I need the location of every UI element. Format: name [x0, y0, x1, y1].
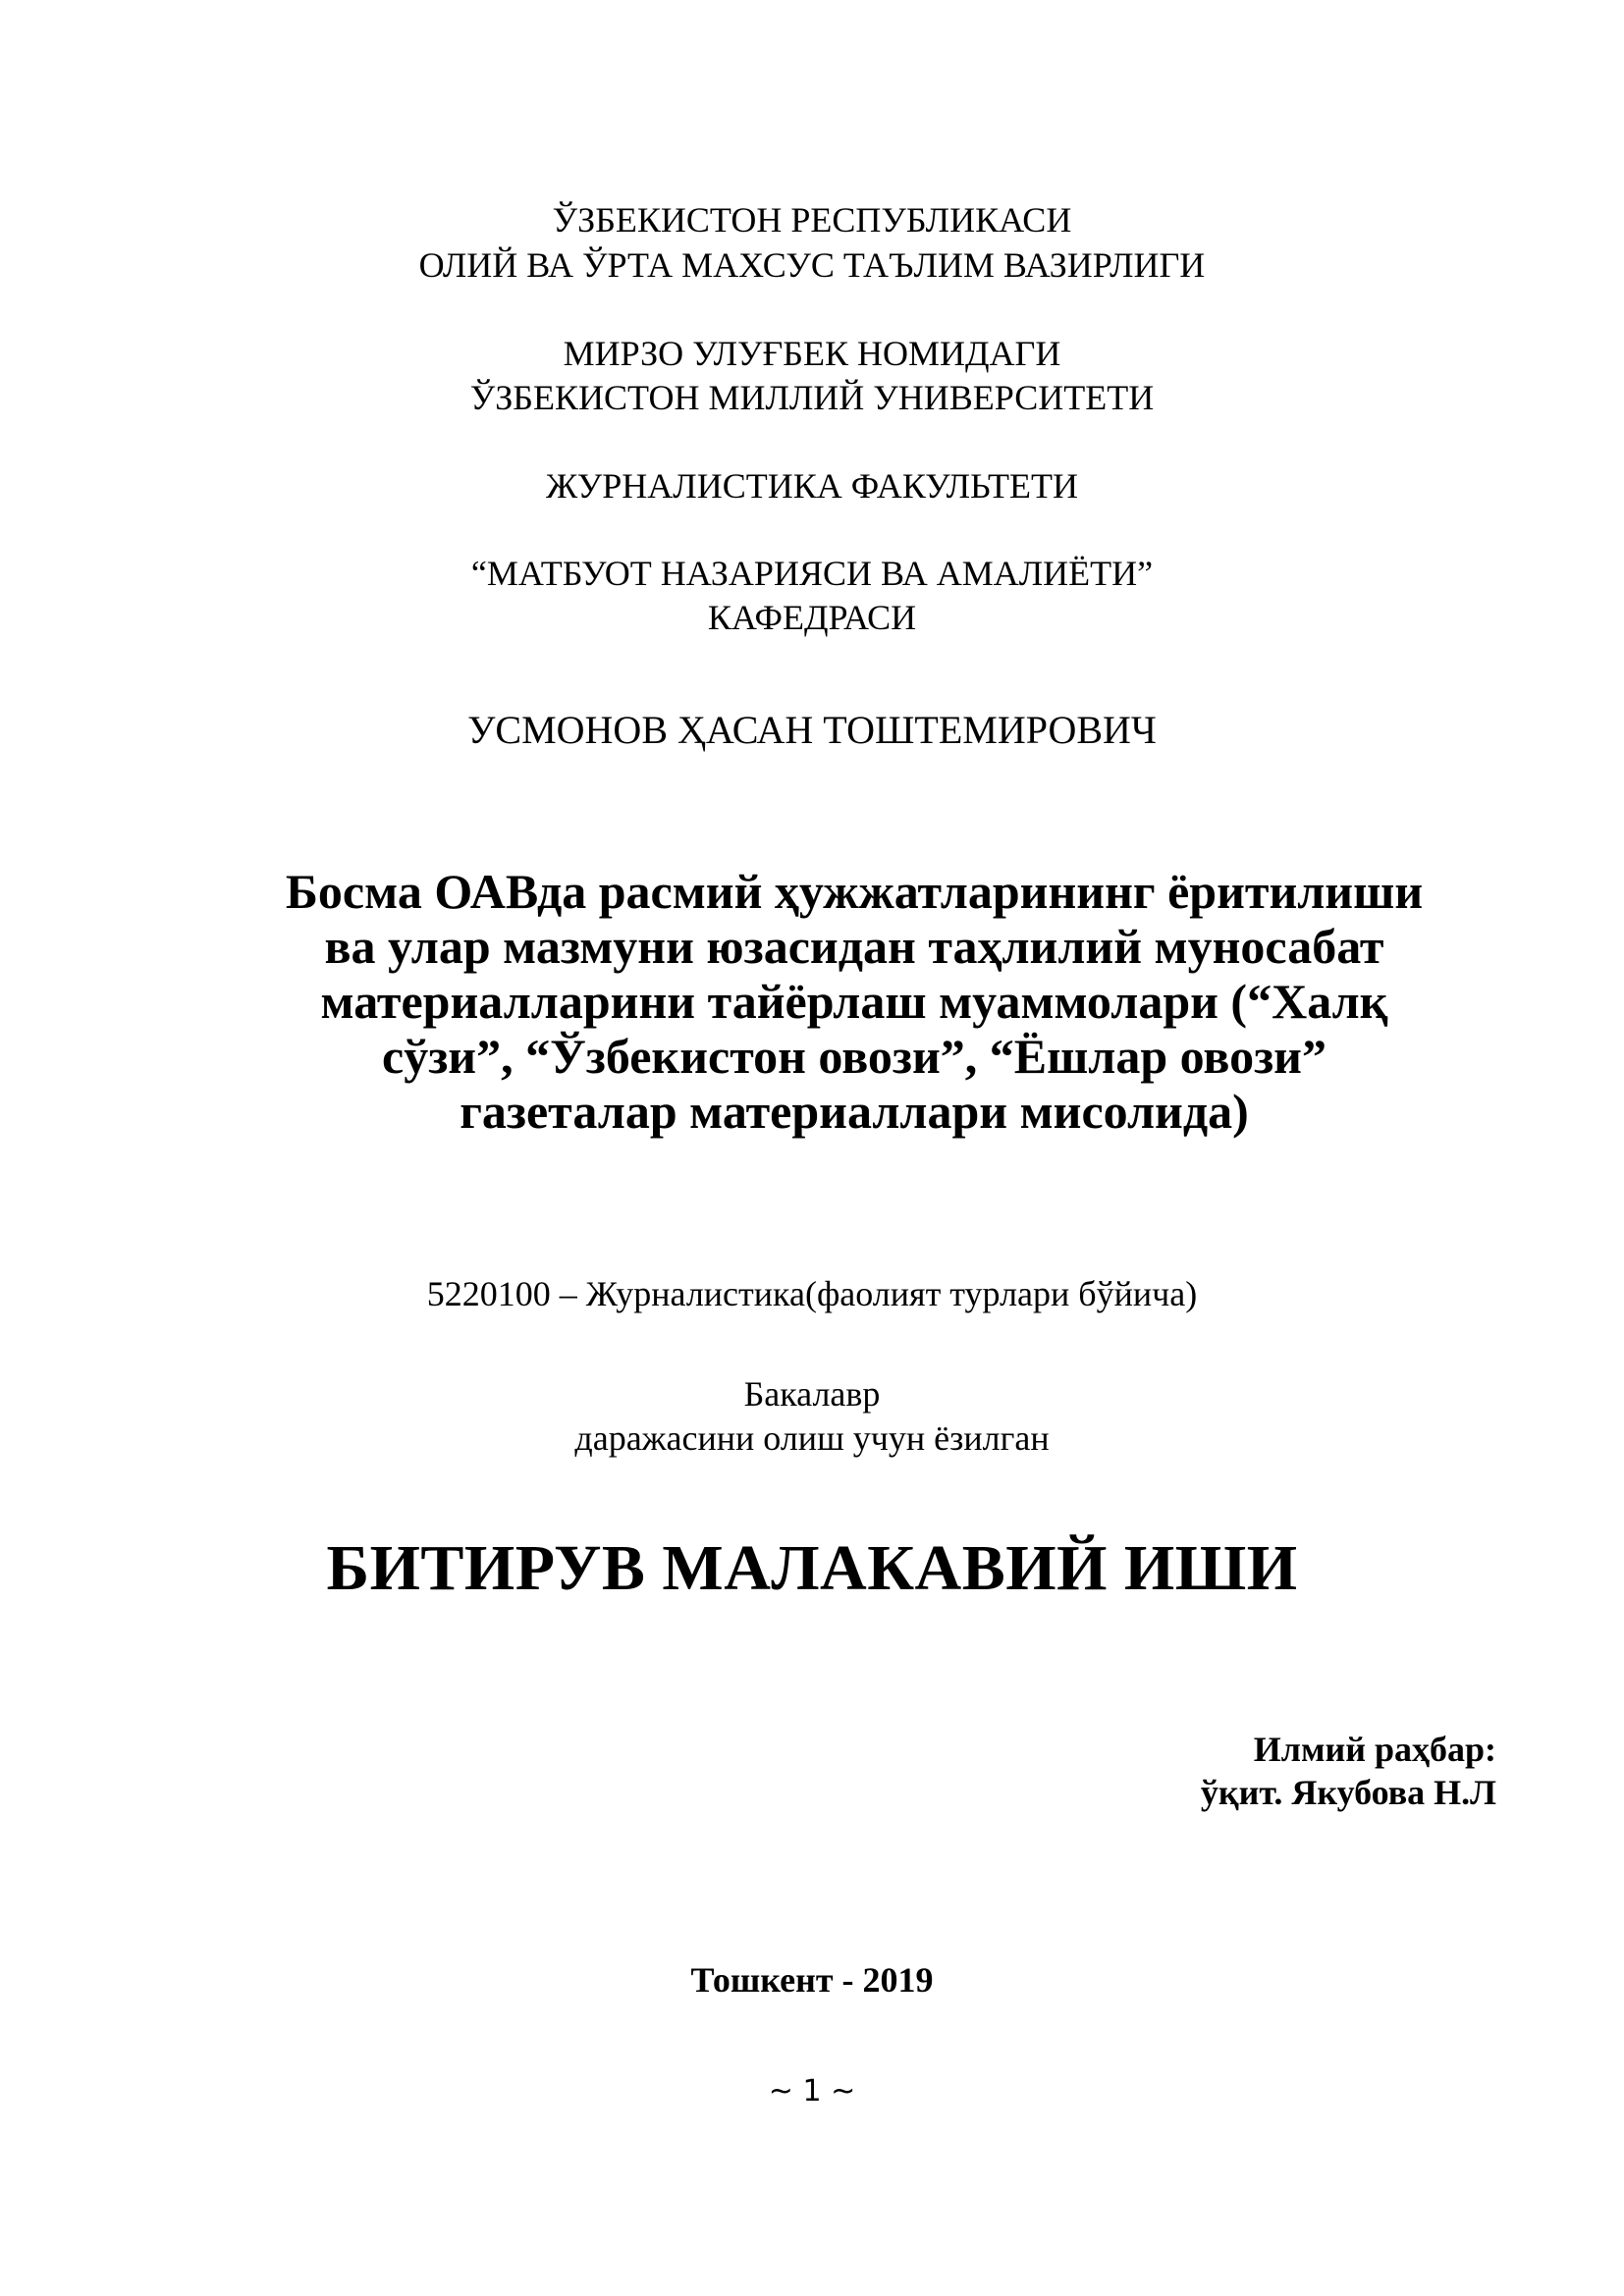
- department-line-2: КАФЕДРАСИ: [707, 598, 917, 637]
- work-type-title: БИТИРУВ МАЛАКАВИЙ ИШИ: [326, 1532, 1298, 1604]
- department-line-1: “МАТБУОТ НАЗАРИЯСИ ВА АМАЛИЁТИ”: [470, 554, 1154, 593]
- university-line-1: МИРЗО УЛУҒБЕК НОМИДАГИ: [563, 334, 1061, 373]
- thesis-title-line: сўзи”, “Ўзбекистон овози”, “Ёшлар овози”: [382, 1029, 1326, 1084]
- ministry-line-2: ОЛИЙ ВА ЎРТА МАХСУС ТАЪЛИМ ВАЗИРЛИГИ: [418, 245, 1206, 285]
- thesis-title: [196, 864, 1512, 1139]
- faculty-name: ЖУРНАЛИСТИКА ФАКУЛЬТЕТИ: [546, 466, 1078, 506]
- thesis-title-line: Босма ОАВда расмий ҳужжатларининг ёритилиши: [285, 864, 1424, 919]
- supervisor-name: ўқит. Якубова Н.Л: [1200, 1773, 1496, 1812]
- supervisor-block: [1201, 1728, 1496, 1814]
- thesis-title-line: газеталар материаллари мисолида): [460, 1084, 1249, 1139]
- page-number: ~ 1 ~: [768, 2074, 856, 2109]
- thesis-title-line: ва улар мазмуни юзасидан таҳлилий муносабат: [324, 919, 1384, 974]
- university-line-2: ЎЗБЕКИСТОН МИЛЛИЙ УНИВЕРСИТЕТИ: [469, 378, 1155, 417]
- degree-line-2: даражасини олиш учун ёзилган: [574, 1418, 1050, 1458]
- specialty: 5220100 – Журналистика(фаолият турлари бўйича): [426, 1274, 1198, 1313]
- thesis-title-line: материалларини тайёрлаш муаммолари (“Халқ: [320, 974, 1388, 1029]
- ministry-line-1: ЎЗБЕКИСТОН РЕСПУБЛИКАСИ: [552, 200, 1072, 240]
- supervisor-label: Илмий раҳбар:: [1253, 1730, 1496, 1769]
- degree-line-1: Бакалавр: [743, 1374, 881, 1414]
- city-year: Тошкент - 2019: [690, 1960, 934, 2000]
- author-name: УСМОНОВ ҲАСАН ТОШТЕМИРОВИЧ: [467, 708, 1157, 752]
